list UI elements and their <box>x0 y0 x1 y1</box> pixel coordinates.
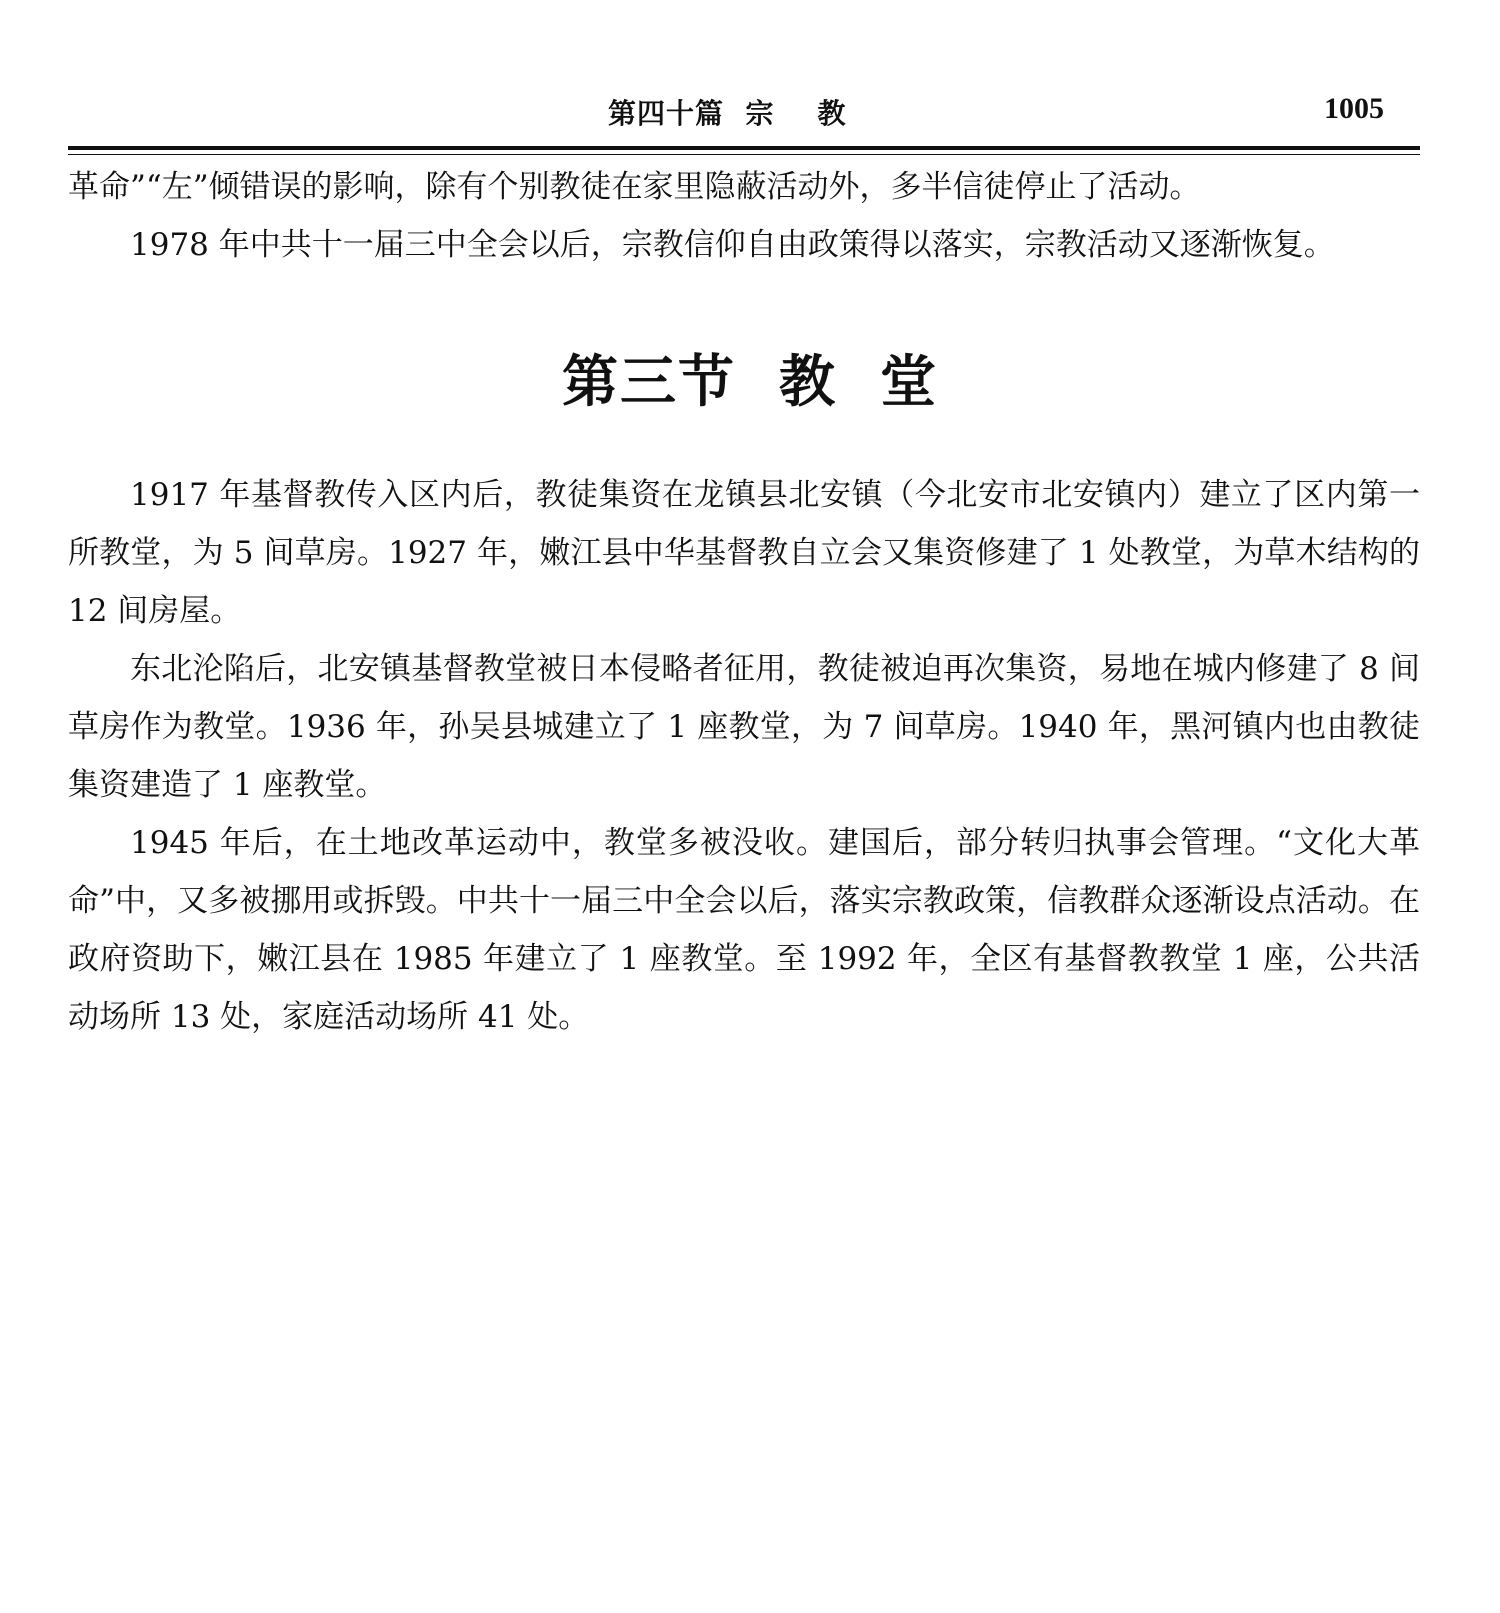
paragraph: 1978 年中共十一届三中全会以后，宗教信仰自由政策得以落实，宗教活动又逐渐恢复。 <box>130 227 1335 263</box>
paragraph: 1945 年后，在土地改革运动中，教堂多被没收。建国后，部分转归执事会管理。“文化大革命”中，又多被挪用或拆毁。中共十一届三中全会以后，落实宗教政策，信教群众逐渐设点活动。在政府资助下，嫩江县在 1985 年建立了 1 座教堂。至 1992 年，全区有基督教教堂 1 座，公共活动场所 13 处，家庭活动场所 41 处。 <box>68 825 1420 1035</box>
paragraph: 东北沦陷后，北安镇基督教堂被日本侵略者征用，教徒被迫再次集资，易地在城内修建了 8 间草房作为教堂。1936 年，孙吴县城建立了 1 座教堂，为 7 间草房。1940 年，黑河镇内也由教徒集资建造了 1 座教堂。 <box>68 651 1420 803</box>
section-title: 第三节 教 堂 <box>562 349 938 415</box>
header-rule-thin <box>68 154 1420 155</box>
paragraph: 1917 年基督教传入区内后，教徒集资在龙镇县北安镇（今北安市北安镇内）建立了区内第一所教堂，为 5 间草房。1927 年，嫩江县中华基督教自立会又集资修建了 1 处教堂，为草木结构的 12 间房屋。 <box>68 477 1420 629</box>
top-text <box>68 158 1420 274</box>
page-number: 1005 <box>1324 92 1384 125</box>
body-text <box>68 466 1420 1046</box>
running-title: 第四十篇 宗 教 <box>608 97 847 130</box>
header-rule-thick <box>68 146 1420 154</box>
continuation-paragraph: 革命”“左”倾错误的影响，除有个别教徒在家里隐蔽活动外，多半信徒停止了活动。 <box>68 169 1201 205</box>
page-header <box>68 92 1420 138</box>
